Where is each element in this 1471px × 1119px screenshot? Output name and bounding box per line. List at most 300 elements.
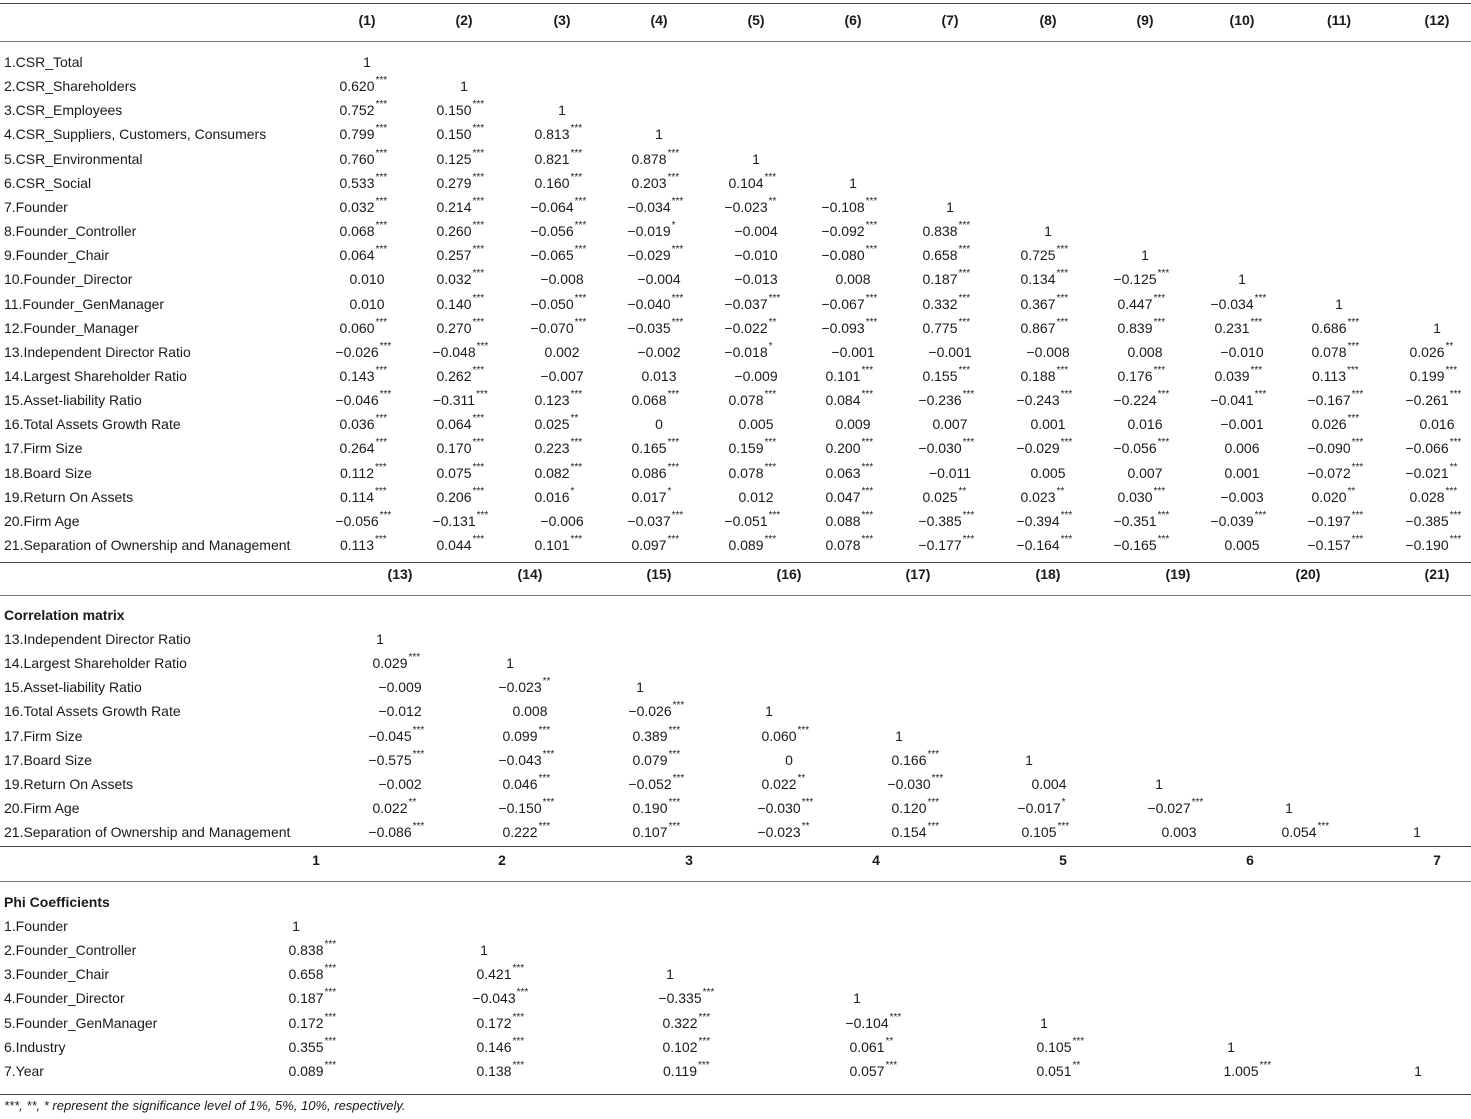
significance-stars: * [671, 220, 676, 232]
cell-value: 0.032 *** [339, 195, 388, 215]
column-header: (20) [1295, 566, 1321, 582]
significance-stars: *** [861, 534, 874, 545]
significance-stars: *** [324, 1059, 337, 1071]
table-cell [739, 748, 839, 772]
table-cell [480, 699, 580, 723]
significance-stars: *** [375, 171, 388, 183]
table-row [0, 485, 1471, 509]
table-cell [502, 219, 602, 243]
table-row [0, 292, 1471, 316]
cell-value: 0.006 [1224, 440, 1260, 457]
table-cell [1004, 1059, 1104, 1083]
cell-value: 0.089 *** [288, 1059, 337, 1079]
table-cell [1192, 267, 1292, 291]
significance-stars: *** [379, 340, 392, 352]
cell-value: 0.105 *** [1021, 821, 1070, 841]
significance-stars: *** [472, 195, 485, 207]
significance-stars: *** [698, 1035, 711, 1047]
significance-stars: *** [1351, 437, 1364, 449]
table-cell [1387, 316, 1471, 340]
table-cell [793, 364, 893, 388]
significance-stars: *** [958, 364, 971, 376]
significance-stars: *** [538, 724, 551, 736]
cell-value: 1 [292, 918, 300, 934]
cell-value: 0.214 *** [436, 195, 485, 215]
table-cell [256, 1059, 356, 1083]
cell-value: 0.838 *** [288, 939, 337, 959]
table-row [0, 1059, 1471, 1083]
cell-value: 0.010 [349, 271, 385, 288]
cell-value: 0.101 *** [534, 534, 583, 553]
table-row [0, 986, 1471, 1010]
significance-stars: *** [1347, 340, 1360, 352]
significance-stars: *** [538, 772, 551, 784]
cell-value: 0.025 ** [922, 485, 967, 505]
table-cell [696, 171, 796, 195]
cell-value: 0.658 *** [922, 244, 971, 264]
cell-value: −0.011 [928, 464, 972, 481]
cell-value: 0.016 * [534, 485, 575, 505]
table-cell [307, 122, 407, 146]
significance-stars: *** [671, 195, 684, 207]
table-cell [630, 986, 730, 1010]
table-cell [706, 485, 806, 509]
table-cell [307, 243, 407, 267]
table-cell [849, 724, 949, 748]
cell-value: 1 [765, 703, 773, 720]
table-cell [803, 412, 903, 436]
column-header: (21) [1424, 566, 1450, 582]
table-cell [470, 772, 570, 796]
significance-stars: *** [538, 821, 551, 833]
cell-value: 0.190 *** [632, 797, 681, 817]
cell-value: −0.006 [540, 512, 584, 529]
row-label: 10.Founder_Director [4, 271, 133, 288]
table-cell [599, 292, 699, 316]
cell-value: −0.008 [1026, 343, 1070, 360]
significance-stars: *** [570, 534, 583, 545]
table-cell [989, 796, 1089, 820]
significance-stars: *** [667, 171, 680, 183]
table-cell [470, 724, 570, 748]
cell-value: −0.008 [540, 271, 584, 288]
significance-stars: *** [1153, 364, 1166, 376]
table-cell [998, 461, 1098, 485]
significance-stars: *** [574, 195, 587, 207]
table-cell [1085, 533, 1185, 557]
table-cell [890, 364, 990, 388]
table-cell [599, 147, 699, 171]
cell-value: −0.030 *** [918, 437, 975, 457]
significance-stars: *** [1153, 292, 1166, 304]
table-cell [404, 533, 504, 557]
significance-stars: *** [801, 797, 814, 809]
table-cell [599, 243, 699, 267]
cell-value: 0.001 [1030, 416, 1066, 433]
row-label: 4.Founder_Director [4, 990, 125, 1007]
significance-stars: *** [1060, 509, 1073, 521]
significance-stars: *** [764, 461, 777, 473]
cell-value: 0.620 *** [339, 75, 388, 95]
table-cell [444, 1011, 544, 1035]
table-cell [793, 485, 893, 509]
table-cell [307, 340, 407, 364]
significance-stars: *** [865, 244, 878, 256]
table-cell [1239, 796, 1339, 820]
table-cell [1279, 436, 1379, 460]
significance-stars: *** [1347, 413, 1360, 425]
table-cell [1279, 364, 1379, 388]
significance-stars: *** [472, 147, 485, 159]
cell-value: 0.002 [544, 343, 580, 360]
table-row [0, 50, 1471, 74]
table-cell [890, 267, 990, 291]
significance-stars: *** [1449, 534, 1462, 545]
cell-value: −0.001 [928, 343, 972, 360]
significance-stars: *** [931, 772, 944, 784]
cell-value: 1 [376, 631, 384, 647]
table-row [0, 461, 1471, 485]
significance-stars: *** [570, 123, 583, 135]
significance-stars: *** [962, 389, 975, 401]
table-cell [1387, 412, 1471, 436]
table-cell [404, 364, 504, 388]
row-label: 8.Founder_Controller [4, 223, 137, 240]
cell-value: 0.104 *** [728, 171, 777, 191]
significance-stars: *** [1347, 316, 1360, 328]
table-cell [1192, 412, 1292, 436]
significance-stars: *** [671, 244, 684, 256]
cell-value: 0.279 *** [436, 171, 485, 191]
significance-stars: *** [768, 292, 781, 304]
table-cell [1377, 509, 1471, 533]
table-cell [1192, 436, 1292, 460]
table-cell [1182, 509, 1282, 533]
significance-stars: *** [516, 987, 529, 999]
cell-value: 0.013 [641, 367, 677, 384]
table-cell [988, 533, 1088, 557]
cell-value: 0.332 *** [922, 292, 971, 312]
column-header: (2) [455, 12, 473, 28]
cell-value: 0.026 *** [1311, 413, 1360, 433]
cell-value: 0.120 *** [891, 797, 940, 817]
significance-stars: *** [764, 389, 777, 401]
cell-value: 0.078 *** [728, 461, 777, 481]
significance-stars: *** [375, 75, 388, 87]
cell-value: −0.080 *** [821, 244, 878, 264]
table-cell [630, 1059, 730, 1083]
table-cell [1289, 292, 1389, 316]
table-cell [307, 461, 407, 485]
row-label: 20.Firm Age [4, 512, 80, 529]
cell-value: 0.005 [1224, 537, 1260, 553]
cell-value: −0.017 * [1017, 797, 1066, 817]
significance-stars: *** [668, 724, 681, 736]
cell-value: 1 [849, 174, 857, 191]
table-row [0, 436, 1471, 460]
table-row [0, 627, 1471, 651]
significance-stars: *** [671, 509, 684, 521]
table-cell [890, 388, 990, 412]
cell-value: −0.104 *** [845, 1011, 902, 1031]
significance-stars: *** [472, 99, 485, 111]
table-cell [890, 243, 990, 267]
table-cell [1085, 388, 1185, 412]
table-cell [1192, 485, 1292, 509]
row-label: 9.Founder_Chair [4, 247, 110, 264]
significance-stars: *** [570, 437, 583, 449]
significance-stars: ** [768, 195, 777, 207]
table-cell [729, 796, 829, 820]
table-cell [307, 219, 407, 243]
table-cell [1085, 364, 1185, 388]
table-cell [599, 461, 699, 485]
row-label: 2.CSR_Shareholders [4, 78, 137, 95]
table-cell [317, 50, 417, 74]
table-cell [404, 195, 504, 219]
significance-stars: *** [476, 509, 489, 521]
cell-value: −0.070 *** [530, 316, 587, 336]
cell-value: 1 [946, 198, 954, 215]
table-cell [890, 316, 990, 340]
significance-stars: *** [1449, 389, 1462, 401]
cell-value: −0.009 [734, 367, 778, 384]
cell-value: 0.355 *** [288, 1035, 337, 1055]
significance-stars: *** [1347, 364, 1359, 376]
cell-value: 1 [1285, 800, 1293, 817]
cell-value: 0.008 [835, 271, 871, 288]
table-cell [859, 796, 959, 820]
significance-stars: *** [472, 268, 485, 280]
table-cell [1182, 364, 1282, 388]
rule-line [0, 562, 1471, 563]
table-cell [1377, 485, 1471, 509]
significance-stars: *** [574, 292, 587, 304]
significance-stars: *** [1250, 316, 1263, 328]
rule-line [0, 881, 1471, 882]
significance-stars: *** [1254, 292, 1267, 304]
cell-value: 0.150 *** [436, 123, 485, 143]
table-cell [1377, 340, 1471, 364]
table-cell [988, 364, 1088, 388]
cell-value: 0.119 *** [663, 1059, 710, 1079]
table-cell [317, 292, 417, 316]
cell-value: 0.089 *** [728, 534, 777, 553]
significance-stars: *** [865, 220, 878, 232]
column-header: (16) [776, 566, 802, 582]
cell-value: −0.051 *** [724, 509, 781, 529]
cell-value: 0.068 *** [339, 220, 388, 240]
table-cell [404, 412, 504, 436]
cell-value: 0.223 *** [534, 437, 583, 457]
significance-stars: *** [1317, 821, 1330, 833]
cell-value: 0.257 *** [436, 244, 485, 264]
cell-value: −0.050 *** [530, 292, 587, 312]
cell-value: 0.447 *** [1117, 292, 1166, 312]
cell-value: 0.165 *** [631, 437, 680, 457]
cell-value: 1 [506, 655, 514, 672]
significance-stars: ** [768, 316, 777, 328]
row-label: 19.Return On Assets [4, 488, 134, 505]
row-label: 17.Firm Size [4, 440, 83, 457]
table-cell [890, 509, 990, 533]
table-cell [470, 675, 570, 699]
cell-value: −0.092 *** [821, 220, 878, 240]
cell-value: −0.023 ** [724, 195, 777, 215]
table-cell [350, 772, 450, 796]
significance-stars: *** [668, 748, 681, 760]
cell-value: 1 [1227, 1038, 1235, 1055]
row-label: 14.Largest Shareholder Ratio [4, 655, 187, 672]
cell-value: −0.010 [1220, 343, 1264, 360]
table-cell [1085, 292, 1185, 316]
table-cell [340, 796, 440, 820]
table-cell [793, 219, 893, 243]
table-cell [307, 412, 407, 436]
cell-value: 0.008 [1127, 343, 1163, 360]
cell-value: −0.002 [637, 343, 681, 360]
table-cell [696, 340, 796, 364]
cell-value: 0.023 ** [1020, 485, 1065, 505]
cell-value: −0.197 *** [1307, 509, 1364, 529]
significance-stars: *** [958, 268, 971, 280]
table-cell [998, 340, 1098, 364]
significance-stars: *** [375, 413, 388, 425]
cell-value: 0.010 [349, 295, 385, 312]
significance-stars: *** [1259, 1059, 1272, 1071]
table-row [0, 938, 1471, 962]
table-cell [1377, 388, 1471, 412]
cell-value: −0.037 *** [627, 509, 684, 529]
cell-value: −0.335 *** [658, 987, 715, 1007]
cell-value: 0.200 *** [825, 437, 874, 457]
table-cell [900, 340, 1000, 364]
cell-value: 1 [853, 990, 861, 1007]
column-header: 5 [1059, 852, 1067, 868]
table-cell [404, 461, 504, 485]
table-cell [502, 533, 602, 557]
significance-stars: *** [861, 437, 874, 449]
cell-value: −0.043 *** [472, 987, 529, 1007]
cell-value: 0.203 *** [631, 171, 680, 191]
cell-value: 0.026 ** [1409, 340, 1454, 360]
significance-stars: ** [1056, 485, 1065, 497]
table-cell [696, 533, 796, 557]
significance-stars: *** [574, 220, 587, 232]
table-cell [599, 509, 699, 533]
cell-value: −0.164 *** [1016, 534, 1073, 553]
cell-value: 0.760 *** [339, 147, 388, 167]
table-cell [979, 748, 1079, 772]
cell-value: 0.166 *** [891, 748, 940, 768]
table-cell [502, 436, 602, 460]
significance-stars: *** [962, 534, 975, 545]
significance-stars: *** [375, 316, 388, 328]
cell-value: 0.125 *** [436, 147, 485, 167]
cell-value: 0.222 *** [502, 821, 551, 841]
cell-value: 0.658 *** [288, 963, 337, 983]
cell-value: 0.078 *** [728, 389, 777, 409]
significance-stars: *** [324, 939, 337, 951]
cell-value: 0.064 *** [339, 244, 388, 264]
row-label: 15.Asset-liability Ratio [4, 679, 142, 696]
row-label: 19.Return On Assets [4, 775, 134, 792]
cell-value: 0.199 *** [1409, 364, 1458, 384]
table-cell [1377, 533, 1471, 557]
row-label: 13.Independent Director Ratio [4, 631, 191, 647]
table-cell [307, 509, 407, 533]
significance-stars: *** [375, 534, 387, 545]
cell-value: 0.231 *** [1214, 316, 1263, 336]
significance-stars: *** [1060, 534, 1073, 545]
cell-value: 0.867 *** [1020, 316, 1069, 336]
significance-stars: *** [1157, 509, 1170, 521]
cell-value: 0 [655, 416, 663, 433]
row-label: 16.Total Assets Growth Rate [4, 703, 181, 720]
significance-stars: *** [375, 195, 388, 207]
significance-stars: *** [861, 389, 874, 401]
table-cell [502, 485, 602, 509]
table-cell [1085, 485, 1185, 509]
significance-stars: *** [958, 292, 971, 304]
table-cell [890, 533, 990, 557]
cell-value: 0.264 *** [339, 437, 388, 457]
table-cell [817, 1059, 917, 1083]
significance-stars: *** [1191, 797, 1204, 809]
table-cell [793, 243, 893, 267]
table-cell [1191, 1059, 1291, 1083]
cell-value: 0.799 *** [339, 123, 388, 143]
cell-value: 0.102 *** [662, 1035, 711, 1055]
table-cell [988, 243, 1088, 267]
cell-value: 0.032 *** [436, 268, 485, 288]
table-cell [256, 986, 356, 1010]
cell-value: 0.086 *** [631, 461, 680, 481]
cell-value: 0.172 *** [288, 1011, 337, 1031]
table-cell [502, 316, 602, 340]
significance-stars: *** [861, 461, 874, 473]
significance-stars: *** [764, 171, 777, 183]
table-row [0, 533, 1471, 557]
table-cell [599, 171, 699, 195]
cell-value: 0.039 *** [1214, 364, 1263, 384]
table-cell [719, 699, 819, 723]
rule-line [0, 846, 1471, 847]
significance-stars: *** [962, 509, 975, 521]
significance-stars: *** [375, 244, 388, 256]
table-cell [1279, 461, 1379, 485]
table-row [0, 98, 1471, 122]
column-header: (3) [553, 12, 571, 28]
cell-value: 0.003 [1161, 824, 1197, 841]
section-title: Phi Coefficients [4, 894, 110, 910]
table-row [0, 412, 1471, 436]
significance-stars: *** [1057, 821, 1070, 833]
table-cell [512, 98, 612, 122]
cell-value: −0.056 *** [1113, 437, 1170, 457]
row-label: 20.Firm Age [4, 800, 80, 817]
significance-stars: *** [1056, 364, 1069, 376]
significance-stars: *** [1449, 437, 1462, 449]
cell-value: −0.034 *** [627, 195, 684, 215]
table-row [0, 772, 1471, 796]
table-cell [706, 267, 806, 291]
cell-value: −0.040 *** [627, 292, 684, 312]
table-cell [404, 98, 504, 122]
table-cell [502, 243, 602, 267]
cell-value: −0.037 *** [724, 292, 781, 312]
cell-value: 0.389 *** [632, 724, 681, 744]
